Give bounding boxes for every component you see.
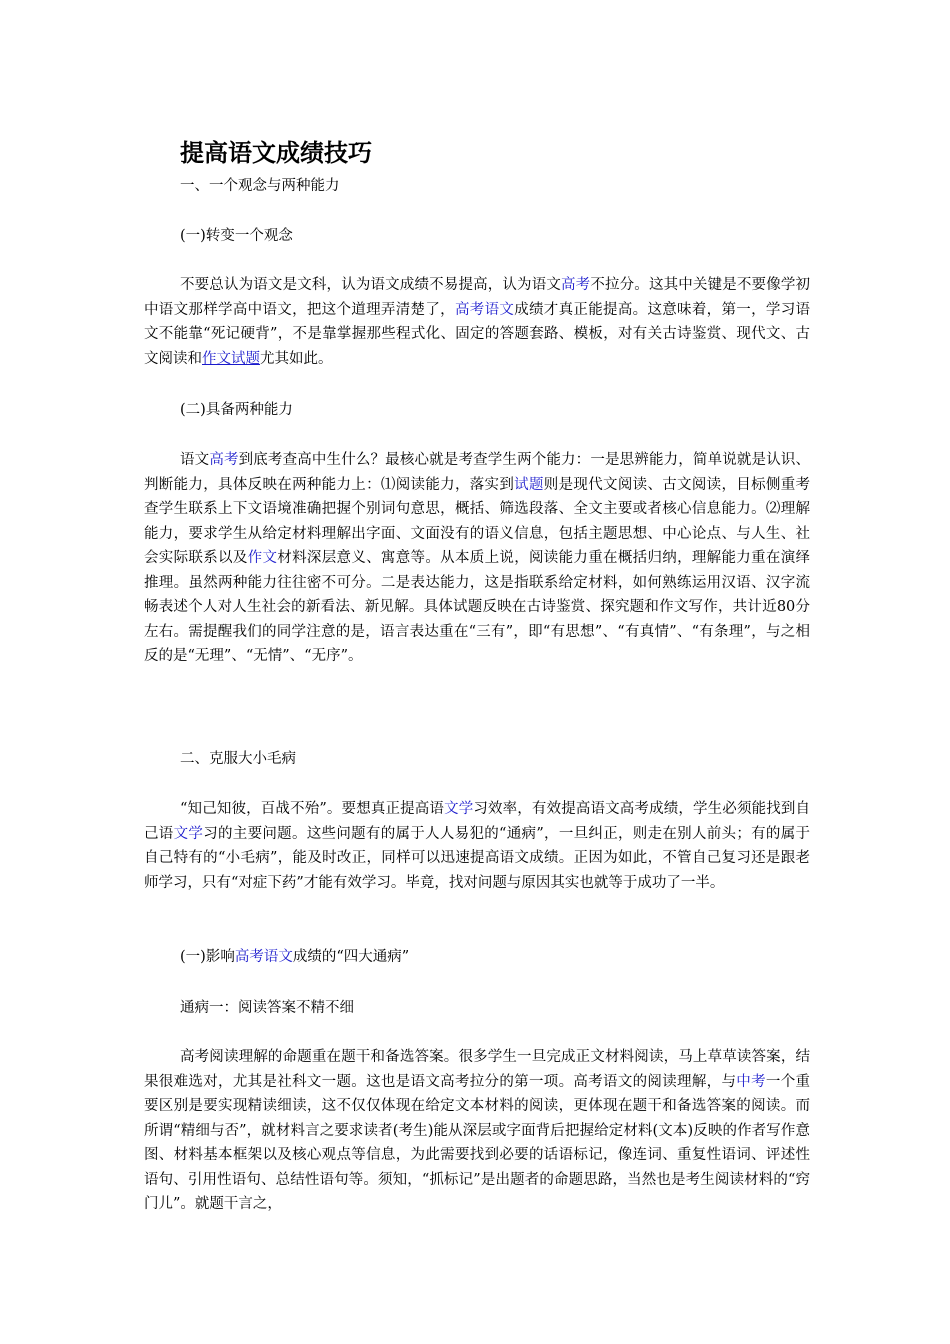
text-segment: 尤其如此。 bbox=[260, 350, 333, 367]
subsection-heading-2-1 bbox=[180, 947, 409, 967]
text-segment: 习的主要问题。这些问题有的属于人人易犯的“通病”，一旦纠正，则走在别人前头；有的属于自己特有的“小毛病”，能及时改正，同样可以迅速提高语文成绩。正因为如此，不管自己复习还是跟老师学习，只有“对症下药”才能有效学习。毕竟，找对问题与原因其实也就等于成功了一半。 bbox=[144, 825, 811, 891]
paragraph-4 bbox=[144, 1045, 810, 1217]
section-heading-1: 一、一个观念与两种能力 bbox=[180, 178, 340, 194]
text-segment: 一个重要区别是要实现精读细读，这不仅仅体现在给定文本材料的阅读，更体现在题干和备选答案的阅读。而所谓“精细与否”，就材料言之要求读者(考生)能从深层或字面背后把握给定材料(文本)反映的作者写作意图、材料基本框架以及核心观点等信息，为此需要找到必要的话语标记，像连词、重复性语词、评述性语句、引用性语句、总结性语句等。须知，“抓标记”是出题者的命题思路，当然也是考生阅读材料的“窍门儿”。就题干言之， bbox=[144, 1073, 811, 1212]
inline-link[interactable]: 高考 bbox=[561, 277, 591, 293]
text-segment: 到底考查高中生什么？最核心就是考查学生两个能力：一是思辨能力，简单说就是认识、判断能力，具体反映在两种能力上：⑴阅读能力，落实到 bbox=[144, 452, 811, 493]
text-segment: 成绩的“四大通病” bbox=[292, 949, 410, 965]
text-segment: 不拉分。这其中关键是不要像学初中语文那样学高中语文，把这个道理弄清楚了， bbox=[144, 277, 811, 318]
subsection-heading-1-2: (二)具备两种能力 bbox=[180, 402, 293, 418]
inline-link[interactable]: 高考语文 bbox=[454, 301, 515, 318]
inline-link[interactable]: 文学 bbox=[173, 825, 204, 842]
text-segment: 则是现代文阅读、古文阅读，目标侧重考查学生联系上下文语境准确把握个别词句意思，概括、筛选段落、全文主要或者核心信息能力。⑵理解能力，要求学生从给定材料理解出字面、文面没有的语义信息，包括主题思想、中心论点、与人生、社会实际联系以及 bbox=[144, 476, 811, 566]
text-segment: 成绩才真正能提高。这意味着，第一，学习语文不能靠“死记硬背”，不是靠掌握那些程式化、固定的答题套路、模板，对有关古诗鉴赏、现代文、古文阅读和 bbox=[144, 301, 811, 367]
text-segment: 语文 bbox=[180, 452, 210, 468]
paragraph-2 bbox=[144, 448, 810, 669]
inline-link[interactable]: 文学 bbox=[444, 801, 474, 817]
subsection-heading-1-1: (一)转变一个观念 bbox=[180, 228, 293, 244]
inline-link[interactable]: 高考语文 bbox=[234, 949, 293, 965]
text-segment: 高考阅读理解的命题重在题干和备选答案。很多学生一旦完成正文材料阅读，马上草草读答案，结果很难选对，尤其是社科文一题。这也是语文高考拉分的第一项。高考语文的阅读理解，与 bbox=[144, 1049, 810, 1090]
text-segment: (一)影响 bbox=[180, 949, 235, 965]
text-segment: 材料深层意义、寓意等。从本质上说，阅读能力重在概括归纳，理解能力重在演绎推理。虽然两种能力往往密不可分。二是表达能力，这是指联系给定材料，如何熟练运用汉语、汉字流畅表述个人对人生社会的新看法、新见解。具体试题反映在古诗鉴赏、探究题和作文写作，共计近80分左右。需提醒我们的同学注意的是，语言表达重在“三有”，即“有思想”、“有真情”、“有条理”，与之相反的是“无理”、“无情”、“无序”。 bbox=[144, 550, 811, 664]
text-segment: “知己知彼，百战不殆”。要想真正提高语 bbox=[180, 801, 445, 817]
subsection-heading-2-1-1: 通病一：阅读答案不精不细 bbox=[180, 1000, 354, 1016]
text-segment: 习效率，有效提高语文高考成绩，学生必须能找到自己语 bbox=[144, 801, 811, 842]
text-segment: 不要总认为语文是文科，认为语文成绩不易提高，认为语文 bbox=[180, 277, 562, 293]
section-heading-2: 二、克服大小毛病 bbox=[180, 751, 296, 767]
paragraph-1 bbox=[144, 273, 810, 371]
paragraph-3 bbox=[144, 797, 810, 895]
inline-link[interactable]: 试题 bbox=[514, 476, 544, 493]
inline-link[interactable]: 高考 bbox=[209, 452, 239, 468]
inline-link[interactable]: 作文 bbox=[247, 550, 278, 566]
inline-link[interactable]: 作文试题 bbox=[202, 350, 260, 367]
inline-link[interactable]: 中考 bbox=[736, 1073, 766, 1090]
page-title: 提高语文成绩技巧 bbox=[180, 139, 372, 167]
